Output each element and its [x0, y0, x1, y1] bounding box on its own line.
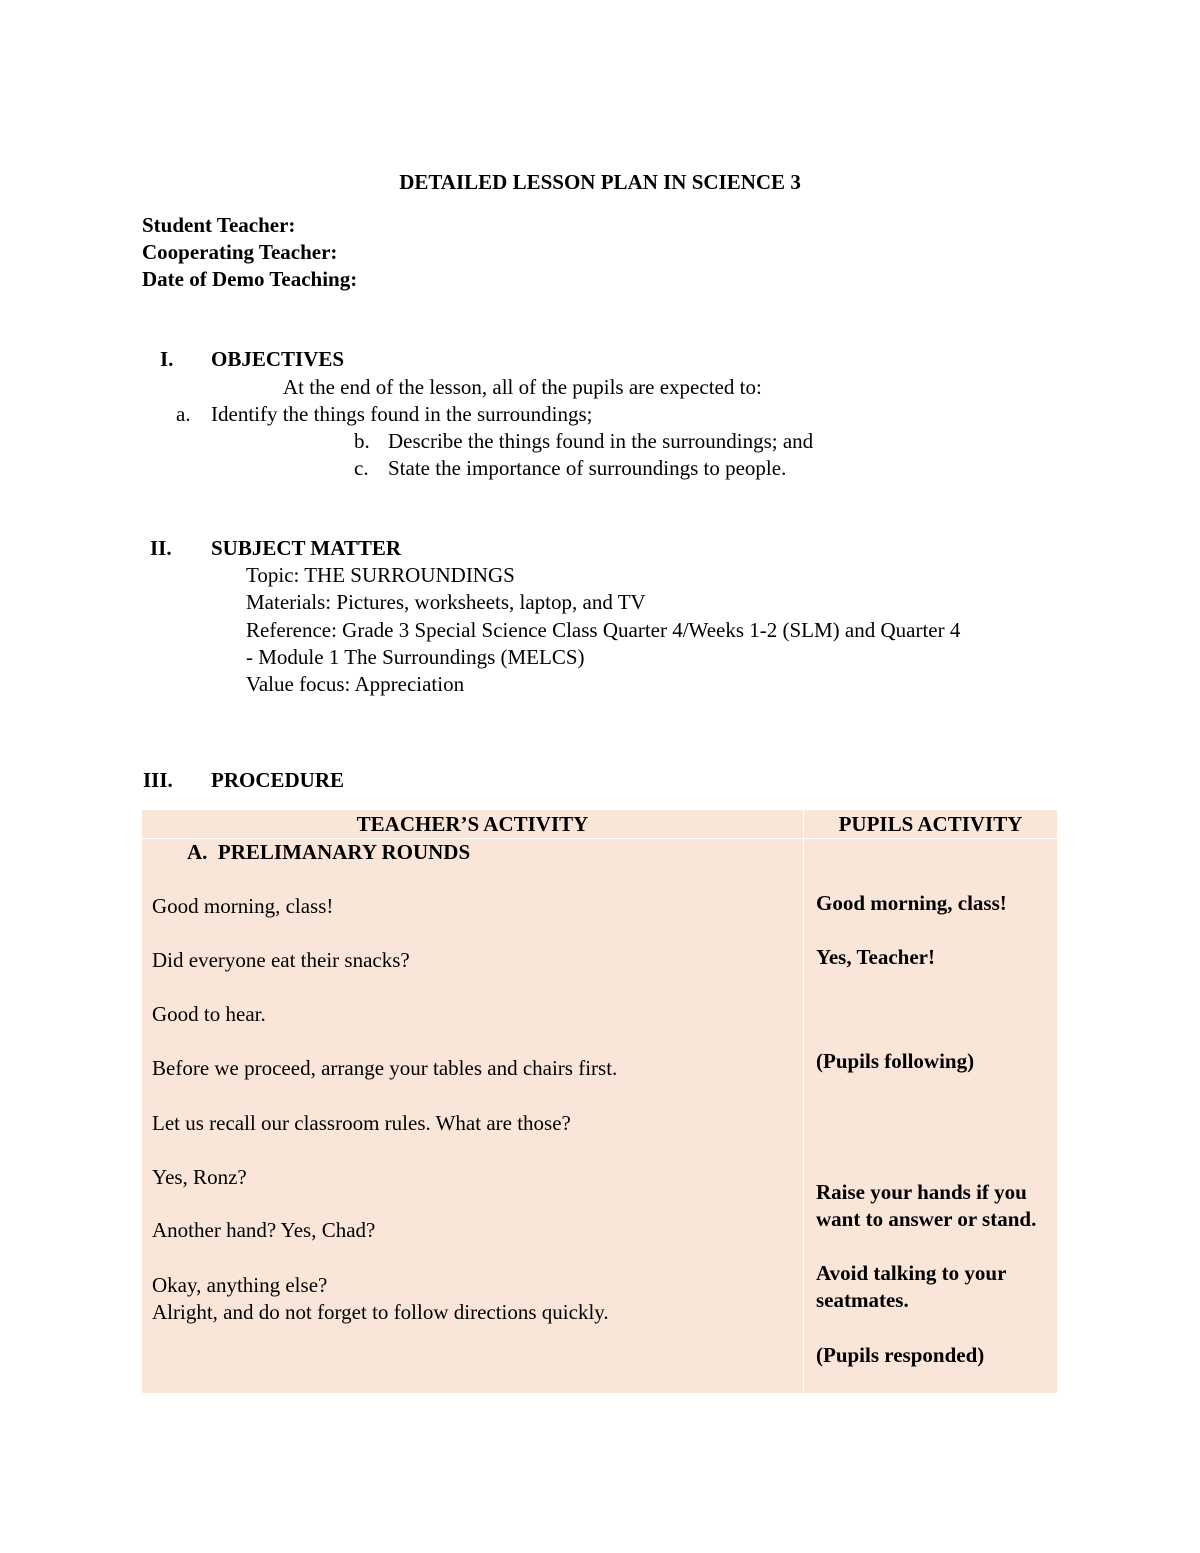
subject-reference-continued: - Module 1 The Surroundings (MELCS)	[246, 645, 585, 669]
demo-date-label: Date of Demo Teaching:	[142, 267, 358, 291]
subject-topic: Topic: THE SURROUNDINGS	[246, 563, 515, 587]
pupil-line: Avoid talking to your seatmates.	[816, 1261, 1007, 1312]
pupil-line: (Pupils following)	[816, 1049, 975, 1073]
objective-letter-b: b.	[354, 429, 370, 453]
pupil-line: Raise your hands if you want to answer or stand.	[816, 1180, 1037, 1231]
document-title: DETAILED LESSON PLAN IN SCIENCE 3	[399, 170, 801, 194]
subject-reference: Reference: Grade 3 Special Science Class Quarter 4/Weeks 1-2 (SLM) and Quarter 4	[246, 618, 961, 642]
objective-item-b: Describe the things found in the surroundings; and	[388, 429, 814, 453]
table-header-divider	[142, 838, 1057, 839]
subject-value-focus: Value focus: Appreciation	[246, 672, 465, 696]
teacher-line: Good morning, class!	[152, 894, 334, 918]
objective-letter-a: a.	[176, 402, 191, 426]
pupil-line: (Pupils responded)	[816, 1343, 985, 1367]
objectives-heading: OBJECTIVES	[211, 347, 345, 371]
objective-letter-c: c.	[354, 456, 369, 480]
procedure-heading: PROCEDURE	[211, 768, 345, 792]
teacher-activity-header: TEACHER’S ACTIVITY	[356, 812, 589, 836]
procedure-numeral: III.	[143, 768, 173, 792]
subject-materials: Materials: Pictures, worksheets, laptop, and TV	[246, 590, 646, 614]
cooperating-teacher-label: Cooperating Teacher:	[142, 240, 338, 264]
objectives-numeral: I.	[160, 347, 174, 371]
teacher-line: Good to hear.	[152, 1002, 266, 1026]
teacher-line: Alright, and do not forget to follow directions quickly.	[152, 1300, 609, 1324]
table-column-divider	[803, 808, 804, 1393]
objective-item-c: State the importance of surroundings to people.	[388, 456, 787, 480]
pupil-line: Yes, Teacher!	[816, 945, 935, 969]
teacher-line: Did everyone eat their snacks?	[152, 948, 410, 972]
teacher-line: Yes, Ronz?	[152, 1165, 247, 1189]
procedure-table	[142, 808, 1057, 1393]
teacher-line: Okay, anything else?	[152, 1273, 328, 1297]
pupils-activity-header: PUPILS ACTIVITY	[838, 812, 1023, 836]
subject-matter-numeral: II.	[150, 536, 172, 560]
teacher-line: Before we proceed, arrange your tables and chairs first.	[152, 1056, 618, 1080]
section-heading-preliminary-rounds: A. PRELIMANARY ROUNDS	[187, 840, 471, 864]
objectives-intro: At the end of the lesson, all of the pupils are expected to:	[283, 375, 762, 399]
pupil-line: Good morning, class!	[816, 891, 1007, 915]
subject-matter-heading: SUBJECT MATTER	[211, 536, 402, 560]
teacher-line: Let us recall our classroom rules. What are those?	[152, 1111, 571, 1135]
student-teacher-label: Student Teacher:	[142, 213, 296, 237]
table-top-border	[142, 808, 1057, 810]
objective-item-a: Identify the things found in the surroundings;	[211, 402, 593, 426]
teacher-line: Another hand? Yes, Chad?	[152, 1218, 376, 1242]
